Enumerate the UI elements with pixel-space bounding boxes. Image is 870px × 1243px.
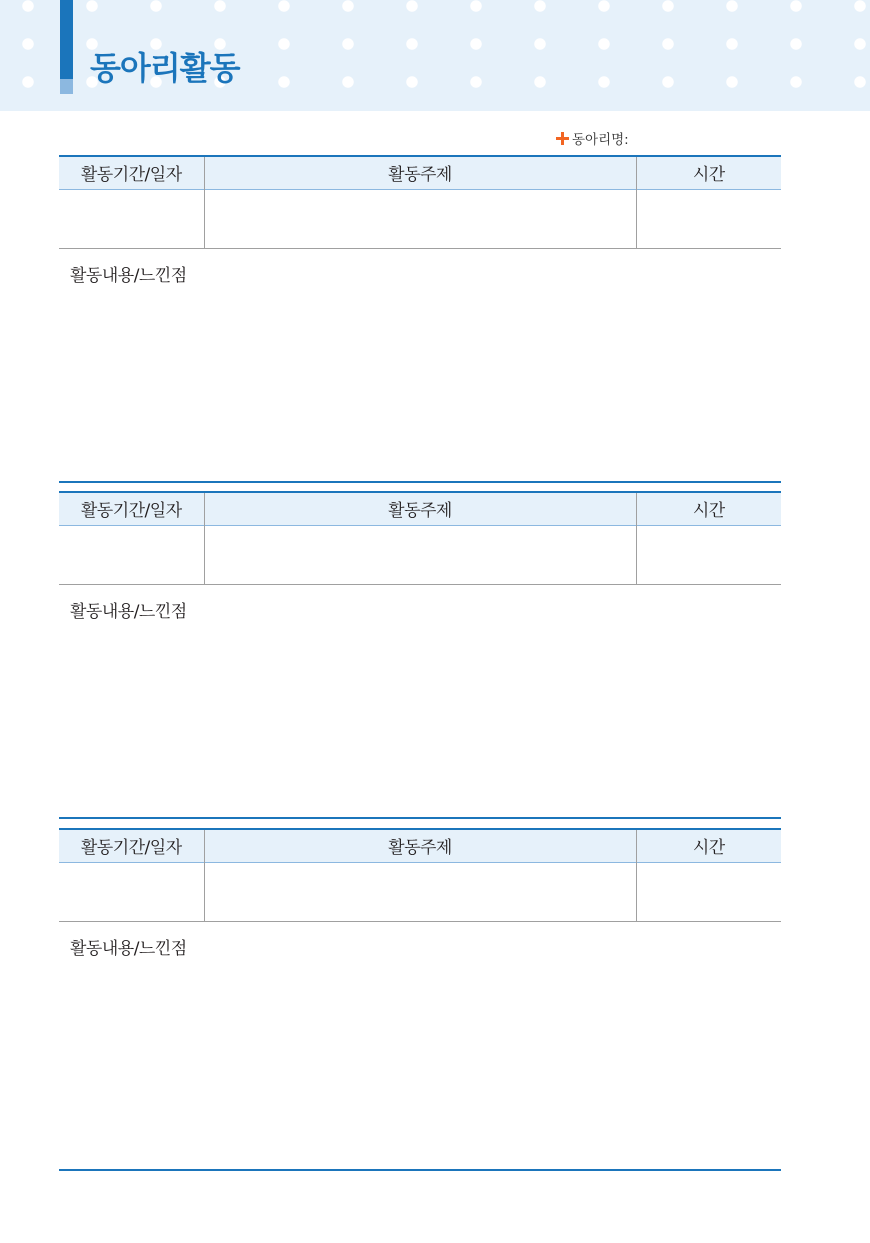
page-title: 동아리활동: [90, 49, 240, 87]
topic-cell[interactable]: [204, 525, 636, 584]
header-topic: 활동주제: [204, 492, 636, 525]
table-header-row: [59, 156, 781, 189]
header-accent-bar-light: [60, 79, 73, 94]
header-period: 활동기간/일자: [59, 156, 204, 189]
club-name-field: [556, 128, 629, 148]
header-topic: 활동주제: [204, 829, 636, 862]
header-time: 시간: [636, 492, 781, 525]
time-cell[interactable]: [636, 862, 781, 921]
activity-table: [59, 828, 781, 922]
header-period: 활동기간/일자: [59, 829, 204, 862]
topic-cell[interactable]: [204, 862, 636, 921]
table-header-row: [59, 492, 781, 525]
table-row: [59, 525, 781, 584]
time-cell[interactable]: [636, 525, 781, 584]
header-time: 시간: [636, 156, 781, 189]
topic-cell[interactable]: [204, 189, 636, 248]
content-label: 활동내용/느낀점: [70, 266, 187, 286]
activity-table: [59, 491, 781, 585]
section-divider: [59, 481, 781, 483]
section-divider: [59, 817, 781, 819]
table-row: [59, 189, 781, 248]
plus-icon: [556, 132, 569, 145]
header-topic: 활동주제: [204, 156, 636, 189]
table-header-row: [59, 829, 781, 862]
period-cell[interactable]: [59, 525, 204, 584]
bottom-divider: [59, 1169, 781, 1171]
activity-table: [59, 155, 781, 249]
header-time: 시간: [636, 829, 781, 862]
header-accent-bar: [60, 0, 73, 79]
time-cell[interactable]: [636, 189, 781, 248]
content-label: 활동내용/느낀점: [70, 602, 187, 622]
period-cell[interactable]: [59, 189, 204, 248]
period-cell[interactable]: [59, 862, 204, 921]
content-label: 활동내용/느낀점: [70, 939, 187, 959]
table-row: [59, 862, 781, 921]
header-period: 활동기간/일자: [59, 492, 204, 525]
club-name-label: 동아리명:: [572, 132, 629, 148]
